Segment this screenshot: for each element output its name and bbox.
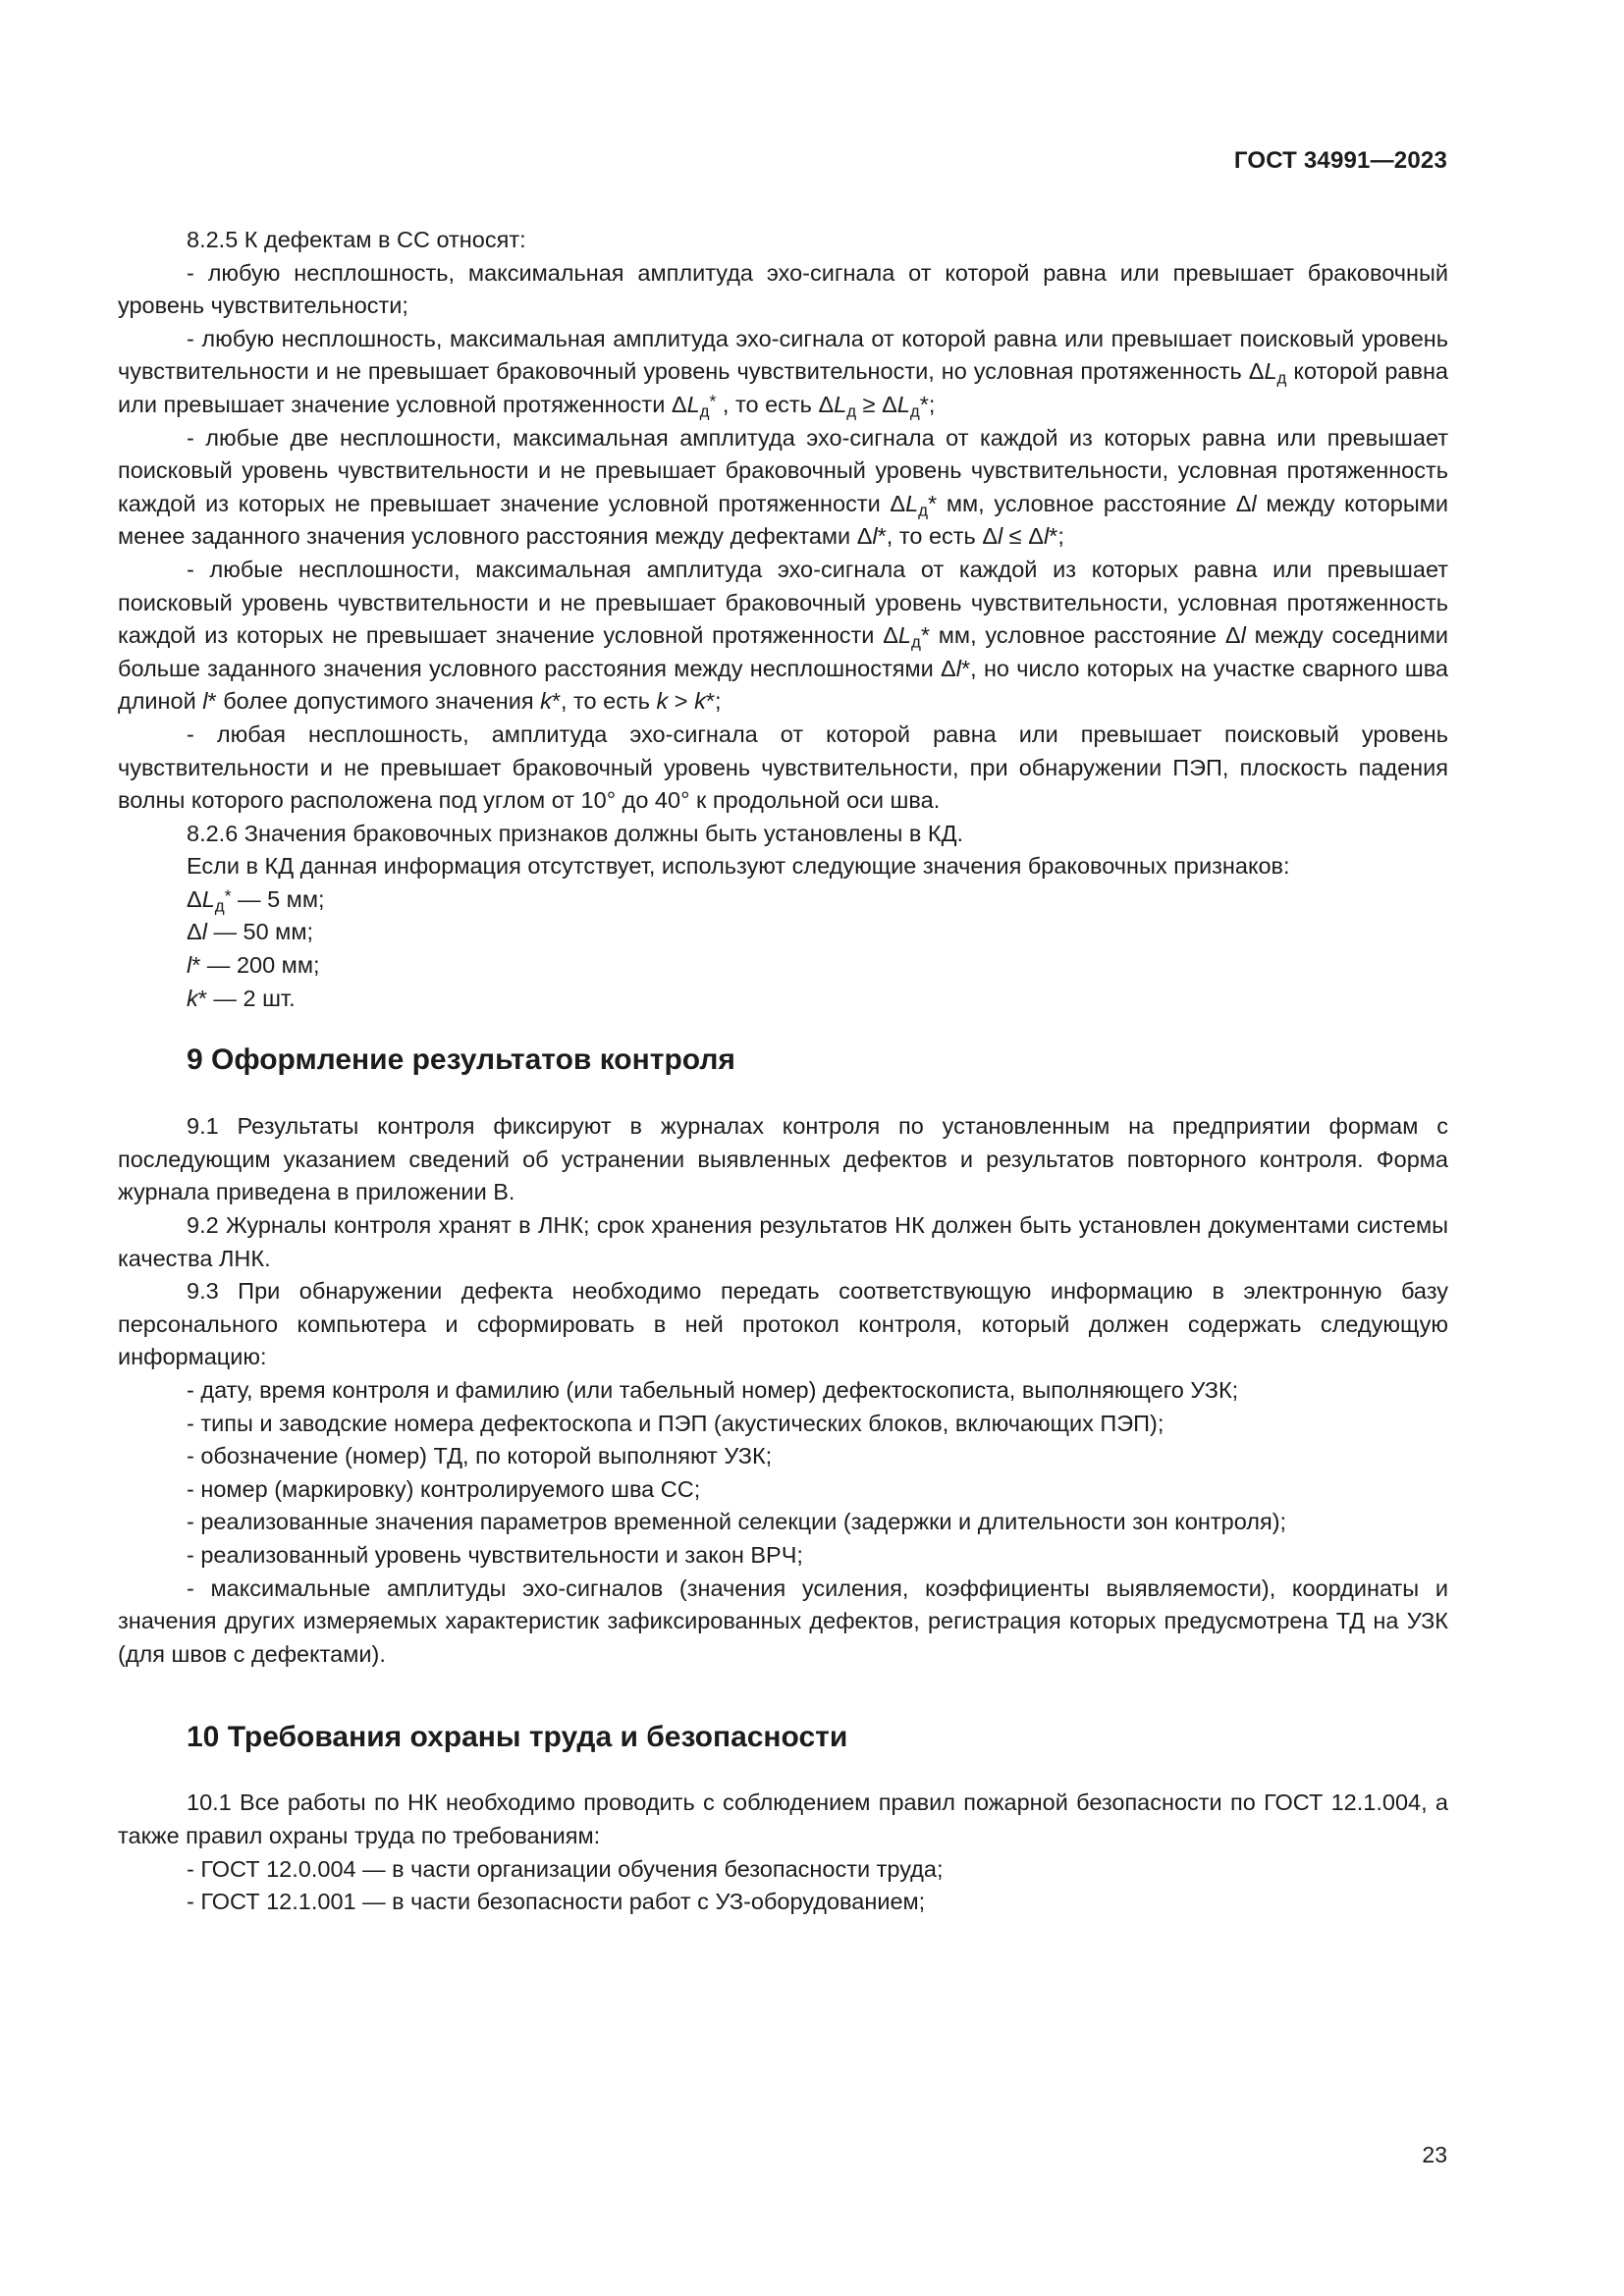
symbol-k: k bbox=[187, 985, 198, 1011]
safety-item-2: - ГОСТ 12.1.001 — в части безопасности работ с УЗ-оборудованием; bbox=[187, 1889, 926, 1915]
ge-symbol: ≥ bbox=[862, 391, 876, 417]
delta-symbol: Δ bbox=[890, 490, 906, 516]
comma: , bbox=[560, 688, 568, 715]
protocol-item-2: - типы и заводские номера дефектоскопа и ПЭП (акустических блоков, включающих ПЭП); bbox=[187, 1410, 1164, 1436]
star-symbol: * bbox=[207, 688, 217, 715]
protocol-item-5: - реализованные значения параметров временной селекции (задержки и длительности зон контроля); bbox=[187, 1509, 1287, 1535]
defect-item-2-est: есть bbox=[765, 391, 812, 417]
criterion-delta-L bbox=[118, 883, 1448, 917]
defect-item-4-e: более допустимого значения bbox=[223, 688, 534, 715]
clause-10-1: 10.1 Все работы по НК необходимо проводить с соблюдением правил пожарной безопасности по ГОСТ 12.1.004, а также правил охраны труда по требованиям: bbox=[118, 1789, 1448, 1848]
defect-item-3-c: между которыми менее заданного значения условного расстояния между дефектами bbox=[118, 490, 1449, 550]
delta-symbol: Δ bbox=[1224, 622, 1241, 649]
subscript-d: д bbox=[846, 401, 857, 421]
clause-8-2-6: 8.2.6 Значения браковочных признаков должны быть установлены в КД. bbox=[187, 820, 964, 846]
defect-item-3 bbox=[118, 422, 1448, 554]
protocol-item-1: - дату, время контроля и фамилию (или табельный номер) дефектоскописта, выполняющего УЗК; bbox=[187, 1377, 1239, 1403]
protocol-item-7: - максимальные амплитуды эхо-сигналов (значения усиления, коэффициенты выявляемости), координаты и значения других измеряемых характеристик зафиксированных дефектов, регистрация которых предусмотрена ТД на УЗК (для швов с дефектами). bbox=[118, 1575, 1448, 1667]
symbol-L: L bbox=[834, 391, 847, 417]
delta-symbol: Δ bbox=[882, 391, 897, 417]
symbol-l: l bbox=[1251, 490, 1257, 516]
star-symbol: * bbox=[191, 952, 201, 979]
criterion-delta-l bbox=[118, 916, 1448, 949]
symbol-L: L bbox=[201, 885, 215, 912]
le-symbol: ≤ bbox=[1008, 523, 1022, 550]
delta-symbol: Δ bbox=[1028, 523, 1044, 550]
clause-8-2-6-text: Если в КД данная информация отсутствует, используют следующие значения браковочных признаков: bbox=[187, 853, 1290, 880]
defect-item-3-b: мм, условное расстояние bbox=[946, 490, 1227, 516]
page-content bbox=[118, 224, 1448, 1919]
delta-symbol: Δ bbox=[856, 523, 873, 550]
symbol-L: L bbox=[896, 391, 910, 417]
semicolon: ; bbox=[928, 391, 936, 417]
star-symbol: * bbox=[709, 391, 717, 411]
symbol-l: l bbox=[872, 523, 878, 550]
protocol-item-3: - обозначение (номер) ТД, по которой выполняют УЗК; bbox=[187, 1443, 773, 1469]
defect-item-3-d: то есть bbox=[898, 523, 976, 550]
defect-item-4-f: то есть bbox=[573, 688, 650, 715]
clause-9-2: 9.2 Журналы контроля хранят в ЛНК; срок хранения результатов НК должен быть установлен документами системы качества ЛНК. bbox=[118, 1212, 1448, 1271]
symbol-L: L bbox=[1264, 358, 1277, 385]
gt-symbol: > bbox=[674, 688, 688, 715]
page-number: 23 bbox=[1422, 2142, 1447, 2167]
semicolon: ; bbox=[1057, 523, 1064, 550]
star-symbol: * bbox=[960, 655, 971, 681]
delta-symbol: Δ bbox=[1235, 490, 1252, 516]
subscript-d: д bbox=[699, 401, 710, 421]
delta-symbol: Δ bbox=[187, 919, 202, 945]
subscript-d: д bbox=[1276, 369, 1287, 389]
defect-item-4-b: мм, условное расстояние bbox=[938, 622, 1218, 649]
defect-item-4-d: но число которых на участке сварного шва длиной bbox=[118, 655, 1448, 715]
delta-symbol: Δ bbox=[941, 655, 956, 681]
defect-item-2-mid: которой равна или превышает значение условной протяженности bbox=[118, 358, 1449, 417]
subscript-d: д bbox=[918, 501, 929, 520]
defect-item-2-comma: , то bbox=[722, 391, 759, 417]
comma: , bbox=[886, 523, 893, 550]
delta-symbol: Δ bbox=[883, 622, 898, 649]
protocol-item-6: - реализованный уровень чувствительности и закон ВРЧ; bbox=[187, 1541, 803, 1568]
symbol-l: l bbox=[998, 523, 1003, 550]
symbol-k: k bbox=[694, 688, 706, 715]
section-9-heading: 9 Оформление результатов контроля bbox=[187, 1043, 735, 1077]
symbol-k: k bbox=[656, 688, 669, 715]
symbol-L: L bbox=[686, 391, 700, 417]
criterion-delta-l-value: — 50 мм; bbox=[206, 919, 314, 945]
symbol-l: l bbox=[201, 919, 207, 945]
subscript-d: д bbox=[910, 632, 921, 652]
defect-item-5: - любая несплошность, амплитуда эхо-сигнала от которой равна или превышает поисковый уровень чувствительности и не превышает браковочный уровень чувствительности, при обнаружении ПЭП, плоскость падения волны которого расположена под углом от 10° до 40° к продольной оси шва. bbox=[118, 721, 1448, 814]
semicolon: ; bbox=[714, 688, 722, 715]
section-10-heading: 10 Требования охраны труда и безопасности bbox=[187, 1721, 848, 1754]
criterion-k-value: — 2 шт. bbox=[206, 985, 296, 1011]
star-symbol: * bbox=[920, 622, 930, 649]
clause-9-1: 9.1 Результаты контроля фиксируют в журналах контроля по установленным на предприятии формам с последующим указанием сведений об устранении выявленных дефектов и результатов повторного контроля. Форма журнала приведена в приложении В. bbox=[118, 1113, 1448, 1205]
safety-item-1: - ГОСТ 12.0.004 — в части организации обучения безопасности труда; bbox=[187, 1855, 944, 1882]
symbol-l: l bbox=[1240, 622, 1246, 649]
symbol-l: l bbox=[1043, 523, 1050, 550]
defect-item-4-c: между соседними больше заданного значения условного расстояния между несплошностями bbox=[118, 622, 1449, 681]
star-symbol: * bbox=[224, 885, 232, 906]
star-symbol: * bbox=[919, 391, 929, 417]
criterion-l-value: — 200 мм; bbox=[200, 952, 320, 979]
delta-symbol: Δ bbox=[982, 523, 999, 550]
delta-symbol: Δ bbox=[187, 885, 202, 912]
symbol-L: L bbox=[897, 622, 911, 649]
star-symbol: * bbox=[928, 490, 938, 516]
defect-item-1: - любую несплошность, максимальная амплитуда эхо-сигнала от которой равна или превышает браковочный уровень чувствительности; bbox=[118, 259, 1448, 319]
document-code-header: ГОСТ 34991—2023 bbox=[1233, 147, 1447, 174]
symbol-l: l bbox=[187, 952, 192, 979]
delta-symbol: Δ bbox=[671, 391, 687, 417]
symbol-k: k bbox=[540, 688, 552, 715]
star-symbol: * bbox=[877, 523, 887, 550]
comma: , bbox=[970, 655, 977, 681]
criterion-delta-L-value: — 5 мм; bbox=[231, 885, 325, 912]
star-symbol: * bbox=[551, 688, 561, 715]
delta-symbol: Δ bbox=[1248, 358, 1265, 385]
criterion-l bbox=[118, 949, 1448, 983]
defect-item-4-text: - любые несплошности, максимальная амплитуда эхо-сигнала от каждой из которых равна или превышает поисковый уровень чувствительности и не превышает браковочный уровень чувствительности, условная протяженность каждой из которых не превышает значение условной протяженности bbox=[118, 556, 1448, 649]
star-symbol: * bbox=[1049, 523, 1058, 550]
symbol-L: L bbox=[905, 490, 919, 516]
star-symbol: * bbox=[197, 985, 207, 1011]
star-symbol: * bbox=[705, 688, 715, 715]
defect-item-3-text: - любые две несплошности, максимальная амплитуда эхо-сигнала от каждой из которых равна или превышает поисковый уровень чувствительности и не превышает браковочный уровень чувствительности, условная протяженность каждой из которых не превышает значение условной протяженности bbox=[118, 424, 1448, 516]
subscript-d: д bbox=[909, 401, 920, 421]
clause-9-3: 9.3 При обнаружении дефекта необходимо передать соответствующую информацию в электронную базу персонального компьютера и сформировать в ней протокол контроля, который должен содержать следующую информацию: bbox=[118, 1278, 1448, 1370]
clause-8-2-5: 8.2.5 К дефектам в СС относят: bbox=[187, 227, 526, 252]
symbol-l: l bbox=[955, 655, 961, 681]
symbol-l: l bbox=[202, 688, 208, 715]
subscript-d: д bbox=[214, 896, 225, 916]
delta-symbol: Δ bbox=[818, 391, 835, 417]
defect-item-4 bbox=[118, 554, 1448, 719]
protocol-item-4: - номер (маркировку) контролируемого шва СС; bbox=[187, 1475, 701, 1502]
defect-item-2 bbox=[118, 323, 1448, 422]
defect-item-2-text: - любую несплошность, максимальная амплитуда эхо-сигнала от которой равна или превышает поисковый уровень чувствительности и не превышает браковочный уровень чувствительности, но условная протяженность bbox=[118, 325, 1448, 385]
criterion-k bbox=[118, 983, 1448, 1016]
